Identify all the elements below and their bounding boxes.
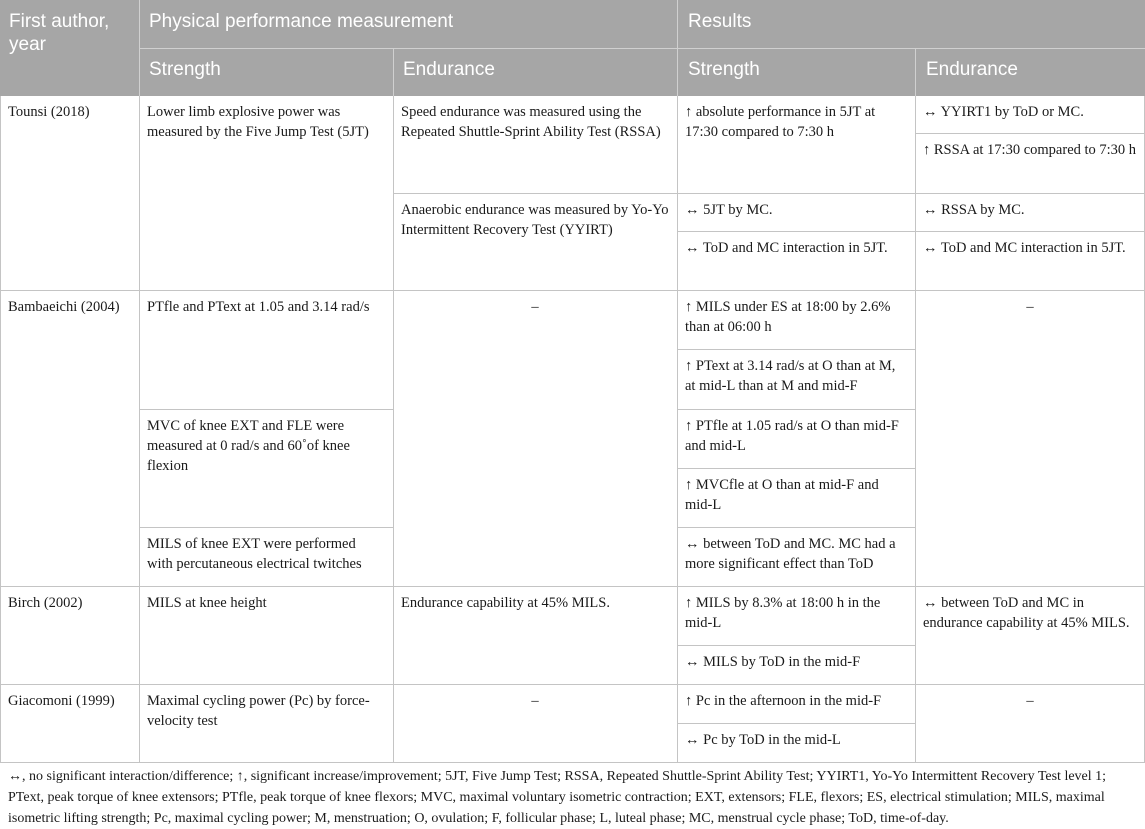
birch-res-strength-2: ↔ MILS by ToD in the mid-F — [685, 654, 861, 670]
header-results: Results — [677, 0, 1145, 48]
bambaeichi-res-strength-2: ↑ PText at 3.14 rad/s at O than at M, at mid-L than at M and mid-F — [685, 358, 896, 394]
author-birch: Birch (2002) — [8, 595, 83, 611]
giacomoni-ppm-endurance: – — [531, 693, 539, 709]
tounsi-ppm-endurance-2: Anaerobic endurance was measured by Yo-Yo Intermittent Recovery Test (YYIRT) — [401, 202, 669, 238]
birch-ppm-endurance: Endurance capability at 45% MILS. — [401, 595, 610, 611]
author-bambaeichi: Bambaeichi (2004) — [8, 299, 120, 315]
giacomoni-res-strength-2: ↔ Pc by ToD in the mid-L — [685, 732, 841, 748]
bambaeichi-res-endurance: – — [1026, 299, 1034, 315]
bambaeichi-res-strength-1: ↑ MILS under ES at 18:00 by 2.6% than at 06:00 h — [685, 299, 891, 335]
author-tounsi: Tounsi (2018) — [8, 104, 90, 120]
author-giacomoni: Giacomoni (1999) — [8, 693, 115, 709]
tounsi-ppm-endurance-1: Speed endurance was measured using the Repeated Shuttle-Sprint Ability Test (RSSA) — [401, 104, 661, 140]
header-strength-measurement: Strength — [139, 48, 393, 96]
table-footnote: ↔, no significant interaction/difference; ↑, significant increase/improvement; 5JT, Five Jump Test; RSSA, Repeated Shuttle-Sprint Ability Test; YYIRT1, Yo-Yo Intermittent Recovery Test level 1; PText, peak torque of knee extensors; PTfle, peak torque of knee flexors; MVC, maximal voluntary isometric contraction; EXT, extensors; FLE, flexors; ES, electrical stimulation; MILS, maximal isometric lifting strength; Pc, maximal cycling power; M, menstruation; O, ovulation; F, follicular phase; L, luteal phase; MC, menstrual cycle phase; ToD, time-of-day. — [8, 769, 1107, 826]
tounsi-ppm-strength: Lower limb explosive power was measured by the Five Jump Test (5JT) — [147, 104, 369, 140]
tounsi-res-endurance-2: ↑ RSSA at 17:30 compared to 7:30 h — [923, 142, 1137, 158]
bambaeichi-ppm-strength-1: PTfle and PText at 1.05 and 3.14 rad/s — [147, 299, 370, 315]
header-strength-results: Strength — [677, 48, 915, 96]
birch-res-endurance: ↔ between ToD and MC in endurance capability at 45% MILS. — [923, 595, 1130, 631]
bambaeichi-ppm-strength-3: MILS of knee EXT were performed with percutaneous electrical twitches — [147, 536, 362, 572]
header-first-author: First author, year — [0, 0, 139, 96]
tounsi-res-endurance-3: ↔ RSSA by MC. — [923, 202, 1025, 218]
header-endurance-measurement: Endurance — [393, 48, 677, 96]
tounsi-res-strength-1: ↑ absolute performance in 5JT at 17:30 compared to 7:30 h — [685, 104, 876, 140]
giacomoni-res-endurance: – — [1026, 693, 1034, 709]
header-physical-performance: Physical performance measurement — [139, 0, 677, 48]
bambaeichi-ppm-endurance: – — [531, 299, 539, 315]
birch-res-strength-1: ↑ MILS by 8.3% at 18:00 h in the mid-L — [685, 595, 881, 631]
bambaeichi-ppm-strength-2: MVC of knee EXT and FLE were measured at 0 rad/s and 60˚of knee flexion — [147, 418, 350, 474]
bambaeichi-res-strength-3: ↑ PTfle at 1.05 rad/s at O than mid-F and mid-L — [685, 418, 899, 454]
giacomoni-ppm-strength: Maximal cycling power (Pc) by force-velocity test — [147, 693, 370, 729]
header-endurance-results: Endurance — [915, 48, 1145, 96]
bambaeichi-res-strength-4: ↑ MVCfle at O than at mid-F and mid-L — [685, 477, 879, 513]
tounsi-res-strength-2: ↔ 5JT by MC. — [685, 202, 773, 218]
giacomoni-res-strength-1: ↑ Pc in the afternoon in the mid-F — [685, 693, 882, 709]
tounsi-res-strength-3: ↔ ToD and MC interaction in 5JT. — [685, 240, 888, 256]
tounsi-res-endurance-4: ↔ ToD and MC interaction in 5JT. — [923, 240, 1126, 256]
birch-ppm-strength: MILS at knee height — [147, 595, 267, 611]
bambaeichi-res-strength-5: ↔ between ToD and MC. MC had a more significant effect than ToD — [685, 536, 896, 572]
tounsi-res-endurance-1: ↔ YYIRT1 by ToD or MC. — [923, 104, 1084, 120]
